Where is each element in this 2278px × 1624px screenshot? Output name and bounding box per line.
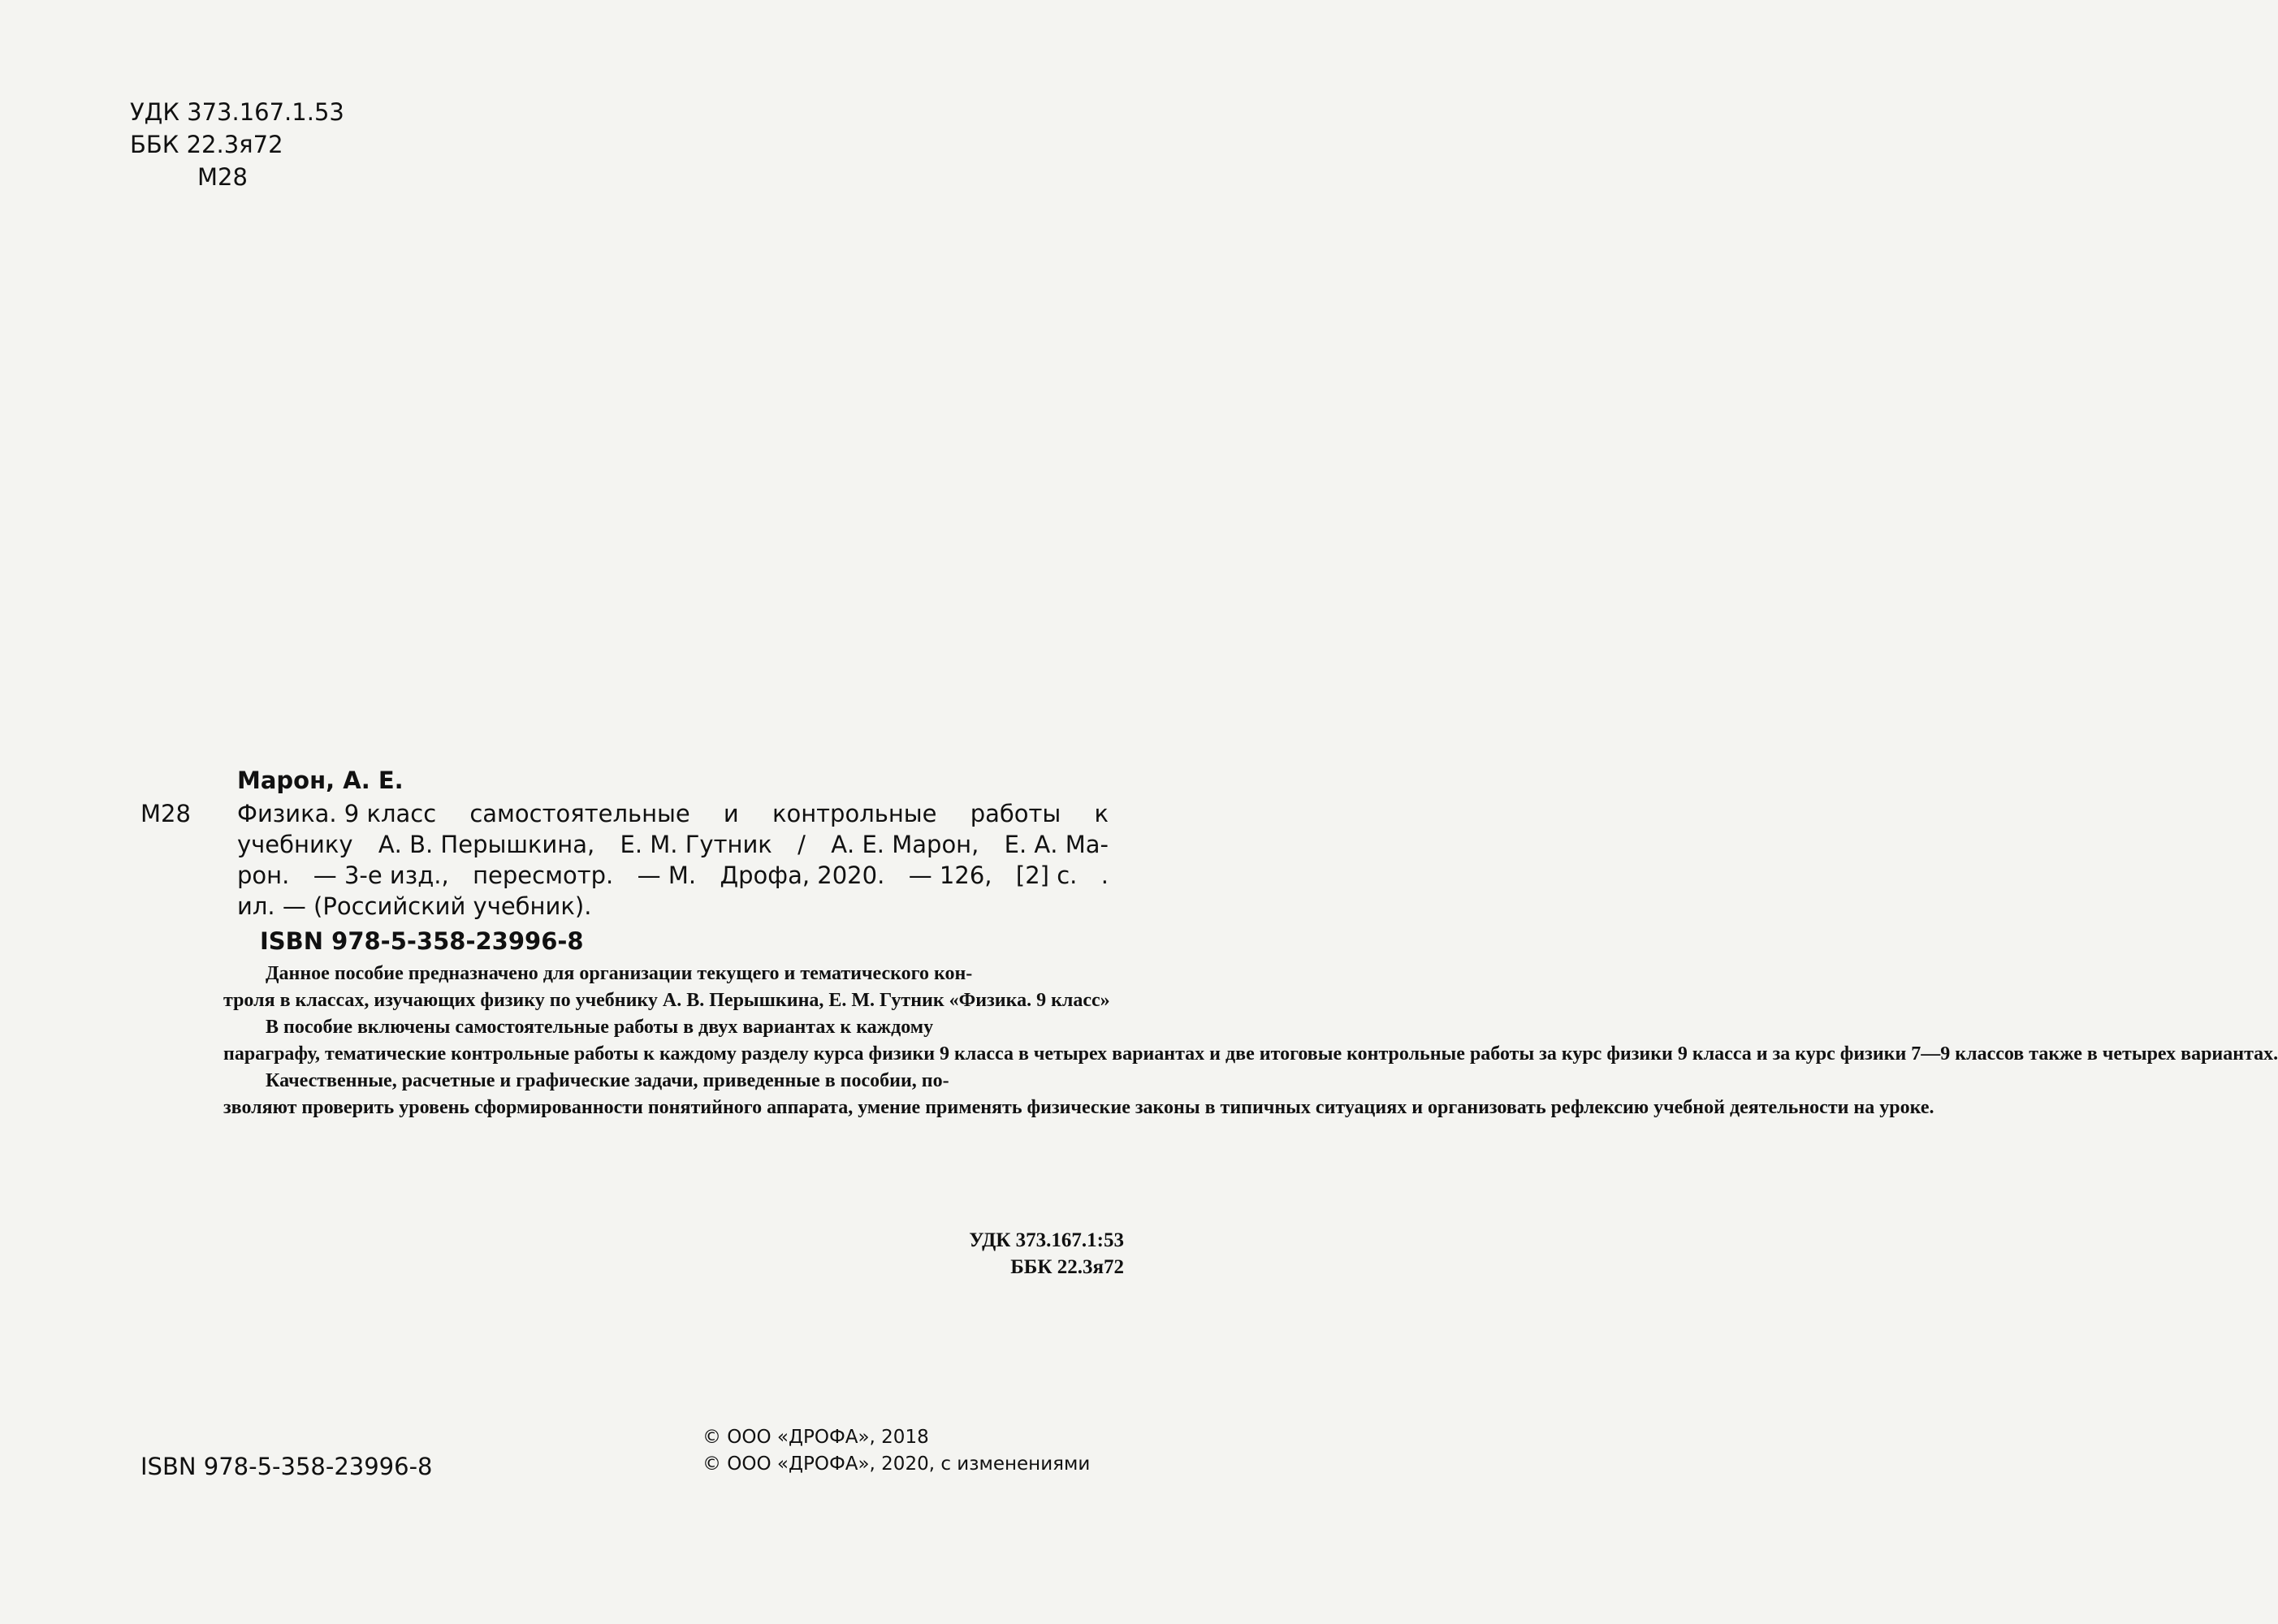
record-word: Дрофа, 2020. bbox=[720, 862, 885, 889]
record-word: — М. bbox=[637, 862, 697, 889]
record-word: работы bbox=[970, 800, 1061, 827]
record-word: Е. А. Ма- bbox=[1004, 831, 1109, 858]
record-word: к bbox=[1094, 800, 1109, 827]
annotation-text: параграфу, тематические контрольные работы к каждому разделу курса физики 9 класса в четырех вариантах и две итоговые контрольные работы за курс физики 9 класса и за курс физики 7—9 классов также в четырех вариантах. bbox=[223, 1043, 2278, 1065]
bbk-code-top: ББК 22.3я72 bbox=[130, 131, 283, 158]
record-line-2 bbox=[237, 829, 1109, 860]
record-word: учебнику bbox=[237, 831, 353, 858]
annotation-line: Качественные, расчетные и графические задачи, приведенные в пособии, по- bbox=[266, 1070, 949, 1091]
record-word: . bbox=[1100, 862, 1109, 889]
record-word: / bbox=[798, 831, 806, 858]
record-isbn: ISBN 978-5-358-23996-8 bbox=[260, 927, 584, 955]
udk-code: УДК 373.167.1:53 bbox=[969, 1229, 1124, 1251]
bbk-code: ББК 22.3я72 bbox=[1010, 1256, 1124, 1278]
record-word: контрольные bbox=[772, 800, 937, 827]
classification-codes bbox=[969, 1227, 1124, 1281]
udk-code-top: УДК 373.167.1.53 bbox=[130, 98, 344, 126]
copyright-2020: © ООО «ДРОФА», 2020, с изменениями bbox=[702, 1453, 1091, 1475]
record-line-1 bbox=[237, 798, 1109, 829]
bottom-isbn: ISBN 978-5-358-23996-8 bbox=[140, 1453, 433, 1480]
copyright-2018: © ООО «ДРОФА», 2018 bbox=[702, 1427, 929, 1448]
annotation-text: троля в классах, изучающих физику по учебнику А. В. Перышкина, Е. М. Гутник «Физика. 9 класс» bbox=[223, 990, 1110, 1011]
record-word: — 3-е изд., bbox=[313, 862, 449, 889]
record-line-3 bbox=[237, 860, 1109, 891]
annotation bbox=[223, 961, 2278, 1121]
annotation-line: Данное пособие предназначено для организации текущего и тематического кон- bbox=[266, 963, 973, 984]
record-word: Е. М. Гутник bbox=[620, 831, 772, 858]
record-word: Физика. 9 класс bbox=[237, 800, 437, 827]
author-heading: Марон, А. Е. bbox=[237, 767, 404, 794]
record-word: — 126, bbox=[908, 862, 992, 889]
record-word: и bbox=[723, 800, 739, 827]
record-word: А. Е. Марон, bbox=[831, 831, 979, 858]
record-word: рон. bbox=[237, 862, 290, 889]
author-sign-top: М28 bbox=[197, 163, 248, 191]
record-word: А. В. Перышкина, bbox=[378, 831, 595, 858]
record-word: [2] с. bbox=[1015, 862, 1078, 889]
record-word: пересмотр. bbox=[473, 862, 614, 889]
record-line-4: ил. — (Российский учебник). bbox=[237, 892, 592, 920]
annotation-line: В пособие включены самостоятельные работы в двух вариантах к каждому bbox=[266, 1017, 934, 1038]
author-sign: М28 bbox=[140, 800, 191, 827]
annotation-text: зволяют проверить уровень сформированности понятийного аппарата, умение применять физические законы в типичных ситуациях и организовать рефлексию учебной деятельности на уроке. bbox=[223, 1097, 1934, 1118]
record-word: самостоятельные bbox=[469, 800, 690, 827]
